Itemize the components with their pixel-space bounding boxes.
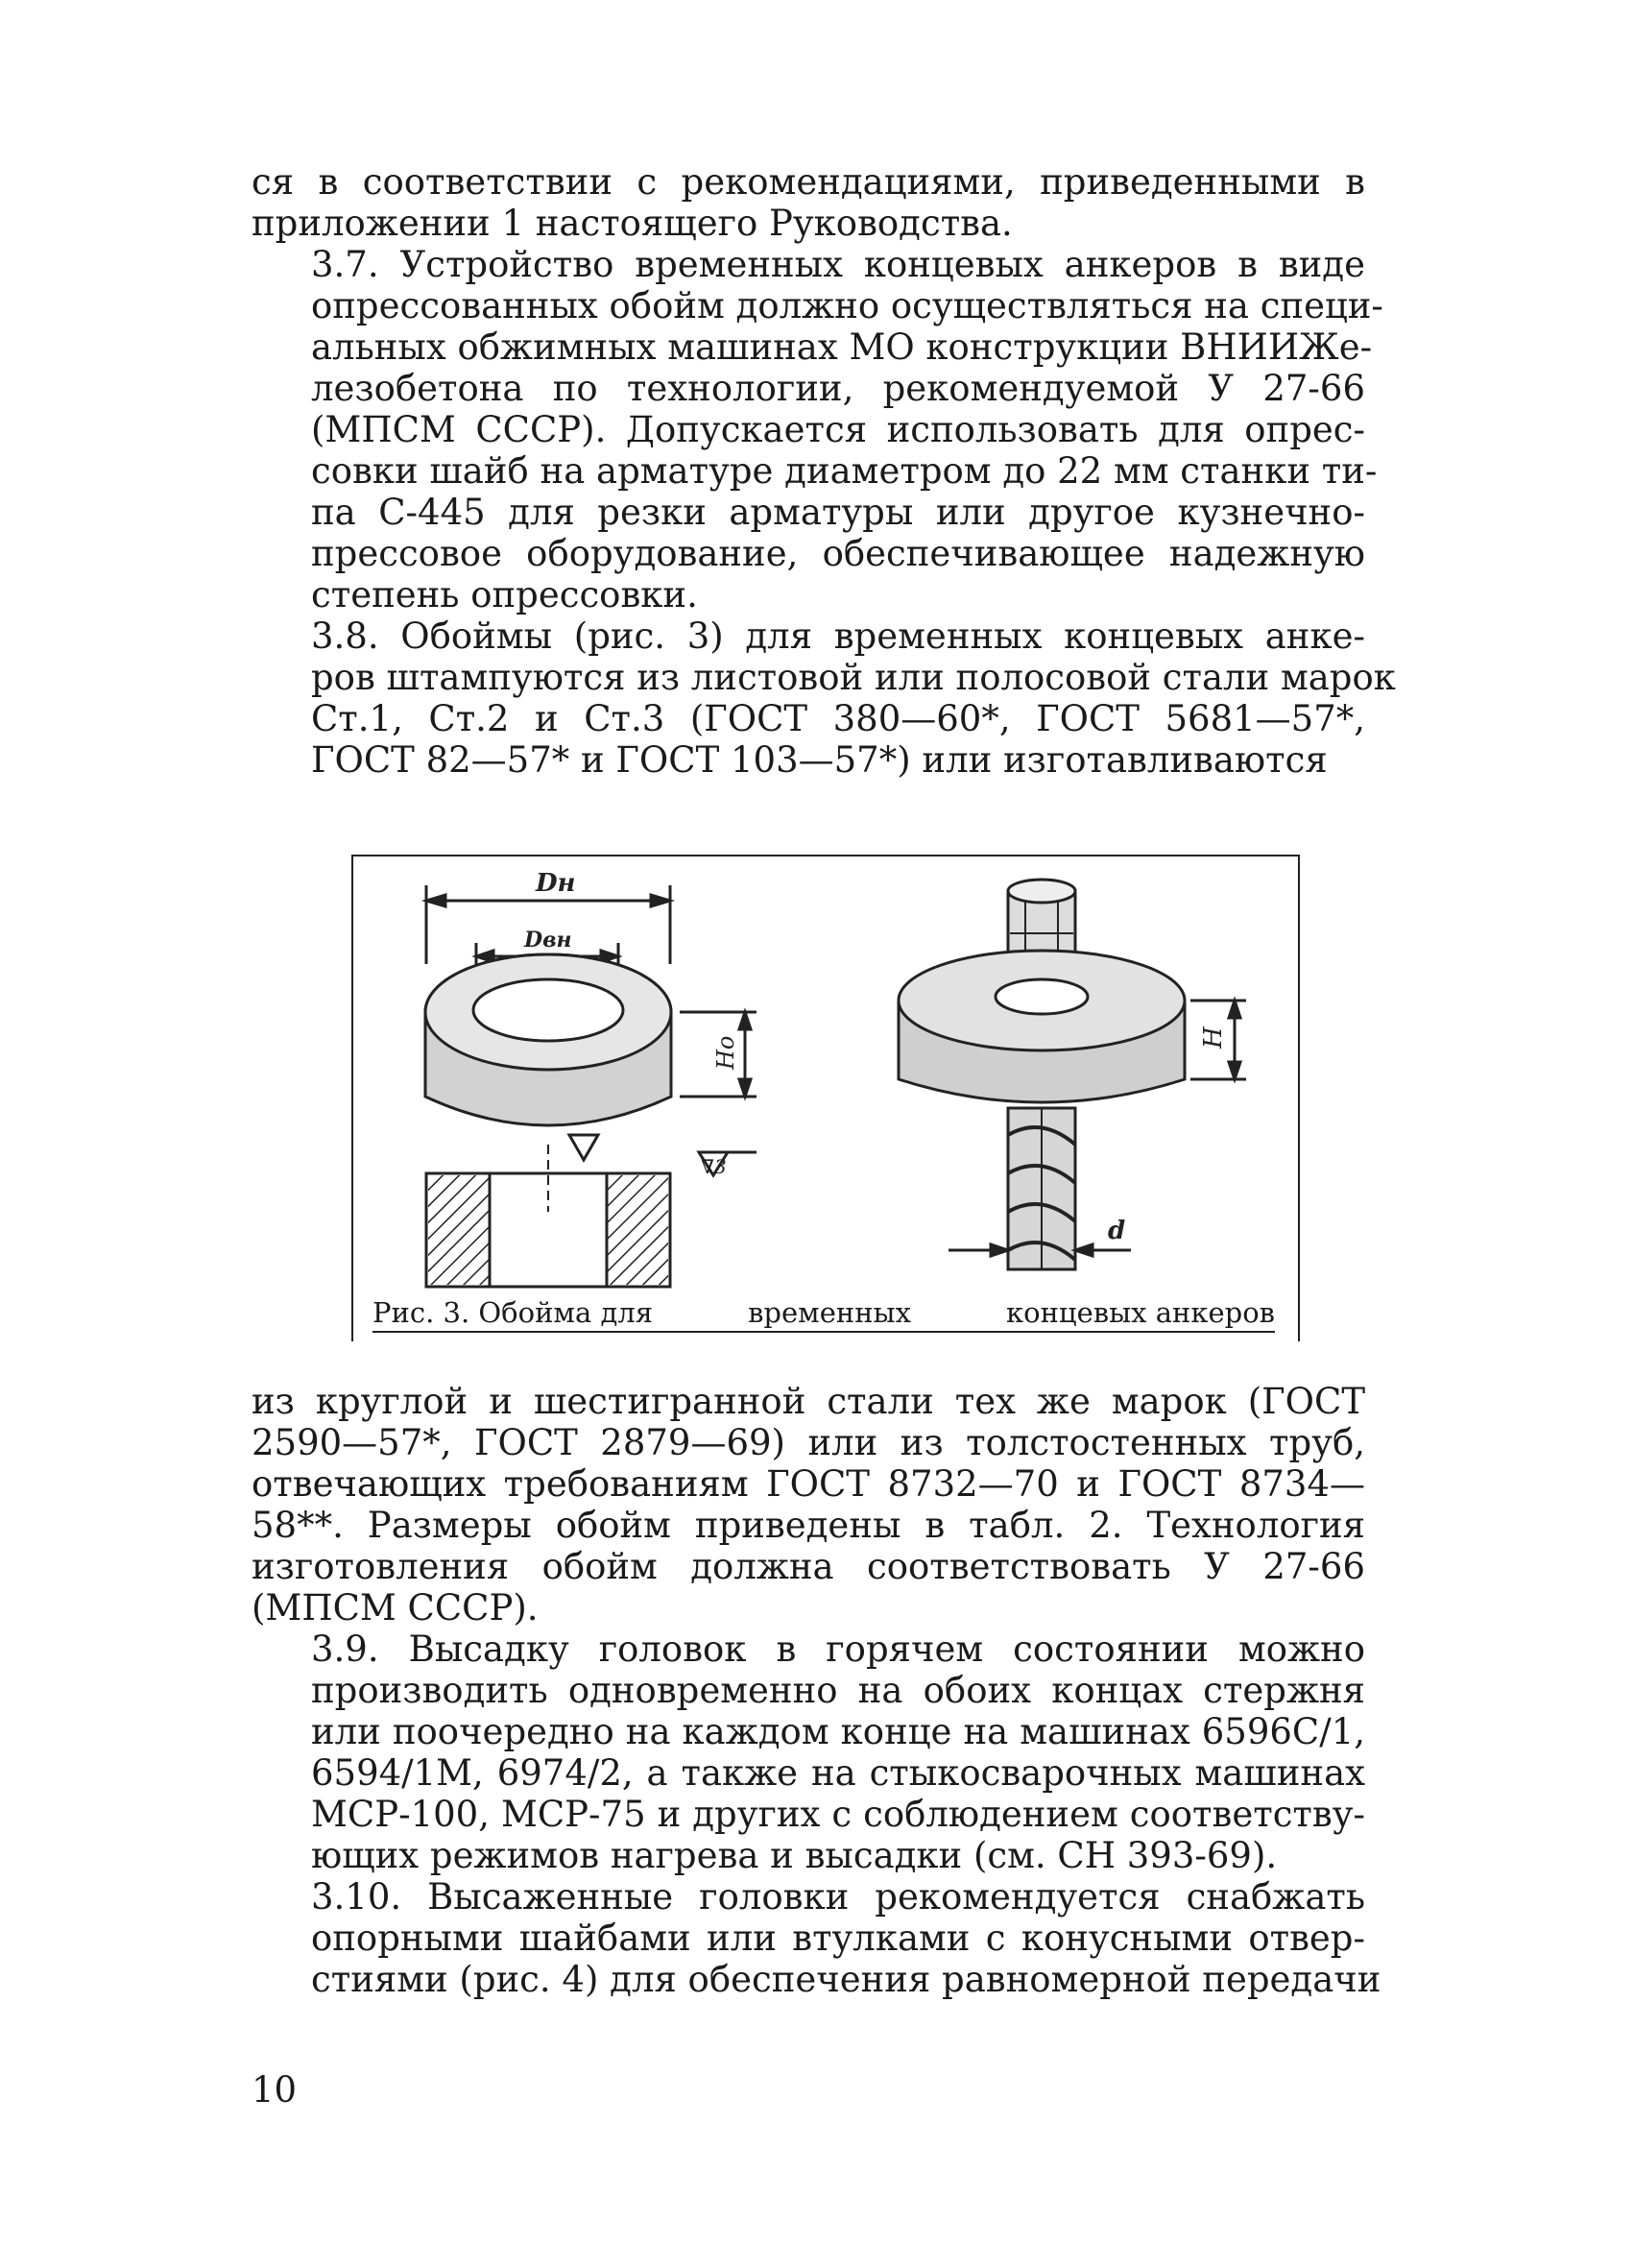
text-line: изготовления обойм должна соответствовать У 27-66 <box>252 1546 1365 1587</box>
paragraph <box>252 244 1383 615</box>
text-line: МСР-100, МСР-75 и других с соблюдением соответству- <box>311 1794 1365 1835</box>
text-line: опорными шайбами или втулками с конусными отвер- <box>311 1918 1365 1959</box>
text-line: 58**. Размеры обойм приведены в табл. 2. Технология <box>252 1505 1365 1546</box>
paragraph <box>252 161 1365 244</box>
text-line: лезобетона по технологии, рекомендуемой У 27-66 <box>311 368 1365 409</box>
label-h: H <box>1199 1026 1228 1049</box>
text-line: отвечающих требованиям ГОСТ 8732—70 и ГОСТ 8734— <box>252 1463 1365 1505</box>
text-line: стиями (рис. 4) для обеспечения равномерной передачи <box>311 1959 1381 2000</box>
label-d: d <box>1108 1217 1126 1245</box>
label-roughness: ∇3 <box>701 1155 727 1178</box>
label-dn: Dн <box>536 869 576 898</box>
text-line: ГОСТ 82—57* и ГОСТ 103—57*) или изготавливаются <box>311 739 1328 781</box>
text-line: или поочередно на каждом конце на машинах 6596С/1, <box>311 1711 1365 1752</box>
text-line: (МПСМ СССР). <box>252 1587 539 1629</box>
figure-caption <box>372 1296 1275 1333</box>
left-washer <box>425 885 756 1287</box>
text-line: альных обжимных машинах МО конструкции ВНИИЖе- <box>311 326 1373 368</box>
paragraph <box>252 1381 1365 1629</box>
text-line: степень опрессовки. <box>311 574 698 615</box>
text-line: 6594/1М, 6974/2, а также на стыкосварочных машинах <box>311 1752 1365 1794</box>
label-ho: Hо <box>712 1035 739 1070</box>
text-line: па С-445 для резки арматуры или другое кузнечно- <box>311 492 1365 533</box>
text-line: ров штампуются из листовой или полосовой стали марок <box>311 657 1396 698</box>
right-washer-on-bar <box>899 880 1246 1269</box>
text-line: прессовое оборудование, обеспечивающее надежную <box>311 533 1365 574</box>
text-line: 3.9. Высадку головок в горячем состоянии можно <box>311 1629 1365 1670</box>
text-line: производить одновременно на обоих концах стержня <box>311 1670 1365 1711</box>
washer-drawing <box>353 857 1298 1341</box>
text-block-bottom <box>252 1381 1381 2000</box>
caption-part-2: временных <box>748 1296 911 1329</box>
text-line: приложении 1 настоящего Руководства. <box>252 203 1013 244</box>
text-line: 3.7. Устройство временных концевых анкеров в виде <box>311 244 1365 285</box>
label-dvn: Dвн <box>524 928 572 953</box>
text-line: Ст.1, Ст.2 и Ст.3 (ГОСТ 380—60*, ГОСТ 5681—57*, <box>311 698 1365 739</box>
text-line: 3.8. Обоймы (рис. 3) для временных концевых анке- <box>311 615 1365 657</box>
text-line: 3.10. Высаженные головки рекомендуется снабжать <box>311 1876 1365 1918</box>
figure-3 <box>351 855 1300 1341</box>
text-block-top <box>252 161 1396 781</box>
text-line: ся в соответствии с рекомендациями, приведенными в <box>252 161 1365 203</box>
paragraph <box>252 1876 1381 2000</box>
paragraph <box>252 1629 1365 1876</box>
text-line: из круглой и шестигранной стали тех же марок (ГОСТ <box>252 1381 1365 1422</box>
text-line: 2590—57*, ГОСТ 2879—69) или из толстостенных труб, <box>252 1422 1365 1463</box>
paragraph <box>252 615 1396 781</box>
text-line: (МПСМ СССР). Допускается использовать для опрес- <box>311 409 1365 450</box>
text-line: совки шайб на арматуре диаметром до 22 мм станки ти- <box>311 450 1378 492</box>
caption-part-3: концевых анкеров <box>1006 1296 1275 1329</box>
text-line: ющих режимов нагрева и высадки (см. СН 393-69). <box>311 1835 1278 1876</box>
caption-part-1: Рис. 3. Обойма для <box>372 1296 654 1329</box>
page-number: 10 <box>252 2069 298 2111</box>
text-line: опрессованных обойм должно осуществляться на специ- <box>311 285 1383 326</box>
